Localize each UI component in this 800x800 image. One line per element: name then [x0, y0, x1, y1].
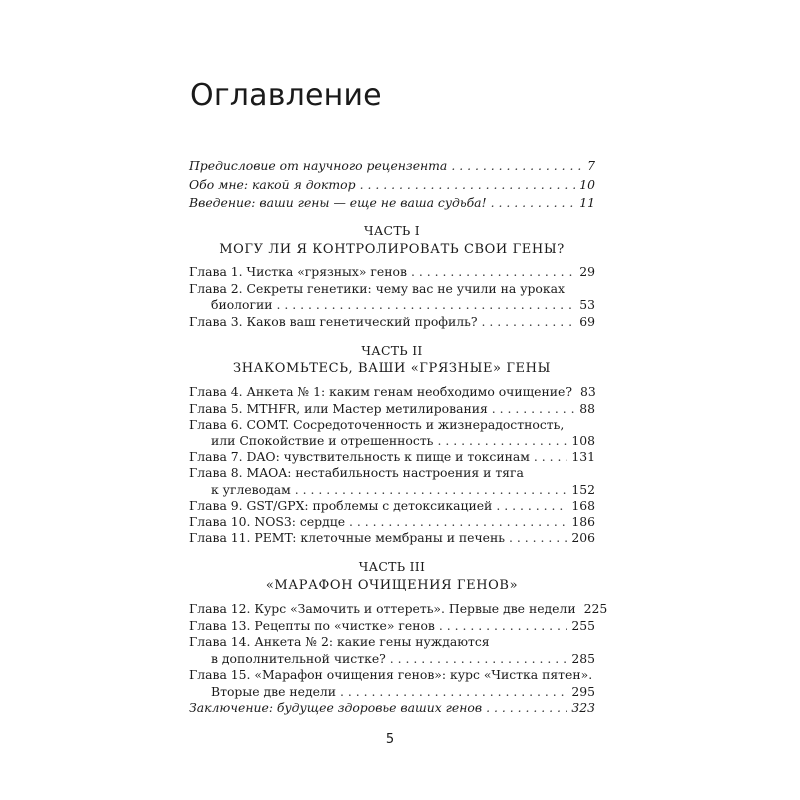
toc-entry-conclusion [189, 700, 595, 716]
entry-title: Глава 12. Курс «Замочить и оттереть». Первые две недели [189, 601, 576, 616]
dot-leader [496, 498, 567, 514]
entry-title: биологии [211, 297, 273, 312]
entry-page: 295 [571, 684, 595, 699]
dot-leader [390, 651, 568, 667]
entry-page: 11 [579, 195, 595, 210]
entry-title: Глава 13. Рецепты по «чистке» генов [189, 618, 435, 633]
entry-title: Обо мне: какой я доктор [189, 177, 356, 192]
toc-entry-chapter-14 [211, 651, 595, 667]
entry-page: 108 [571, 433, 595, 448]
entry-title: к углеводам [211, 482, 291, 497]
entry-title: или Спокойствие и отрешенность [211, 433, 434, 448]
dot-leader [451, 158, 583, 174]
page-title: Оглавление [190, 78, 382, 113]
toc-entry-chapter-10 [189, 514, 595, 530]
toc-entry-chapter-15-line-1: Глава 15. «Марафон очищения генов»: курс «Чистка пятен». [189, 667, 593, 682]
part-heading: «МАРАФОН ОЧИЩЕНИЯ ГЕНОВ» [265, 578, 519, 593]
entry-page: 255 [571, 618, 595, 633]
toc-entry-chapter-5 [189, 401, 595, 417]
dot-leader [439, 618, 567, 634]
entry-title: Глава 10. NOS3: сердце [189, 514, 346, 529]
toc-entry-preface [189, 158, 595, 174]
toc-entry-chapter-9 [189, 498, 595, 514]
toc-entry-chapter-8 [211, 482, 595, 498]
entry-title: Глава 4. Анкета № 1: каким генам необходимо очищение? [189, 384, 572, 399]
entry-page: 152 [571, 482, 595, 497]
toc-entry-chapter-2-line-1: Глава 2. Секреты генетики: чему вас не учили на уроках [189, 281, 566, 296]
entry-page: 10 [579, 177, 595, 192]
dot-leader [491, 195, 576, 211]
toc-entry-chapter-7 [189, 449, 595, 465]
dot-leader [482, 314, 576, 330]
dot-leader [277, 297, 576, 313]
entry-page: 69 [579, 314, 595, 329]
entry-page: 168 [571, 498, 595, 513]
entry-page: 131 [571, 449, 595, 464]
dot-leader [509, 530, 567, 546]
entry-page: 323 [571, 700, 595, 715]
entry-title: Глава 9. GST/GPX: проблемы с детоксикацией [189, 498, 493, 513]
toc-entry-chapter-4 [189, 384, 595, 400]
entry-page: 7 [587, 158, 595, 173]
dot-leader [492, 401, 575, 417]
dot-leader [534, 449, 567, 465]
part-label: ЧАСТЬ II [361, 343, 423, 358]
entry-page: 88 [579, 401, 595, 416]
toc-entry-intro [189, 195, 595, 211]
entry-title: Глава 1. Чистка «грязных» генов [189, 264, 407, 279]
entry-title: Глава 3. Каков ваш генетический профиль? [189, 314, 478, 329]
part-label: ЧАСТЬ I [364, 223, 420, 238]
entry-page: 285 [571, 651, 595, 666]
entry-title: Глава 7. DAO: чувствительность к пище и токсинам [189, 449, 530, 464]
dot-leader [295, 482, 568, 498]
toc-entry-chapter-11 [189, 530, 595, 546]
entry-title: Глава 5. MTHFR, или Мастер метилирования [189, 401, 488, 416]
dot-leader [437, 433, 567, 449]
dot-leader [486, 700, 567, 716]
toc-entry-chapter-6 [211, 433, 595, 449]
toc-entry-chapter-14-line-1: Глава 14. Анкета № 2: какие гены нуждаются [189, 634, 490, 649]
dot-leader [360, 177, 576, 193]
entry-page: 186 [571, 514, 595, 529]
toc-entry-chapter-15 [211, 684, 595, 700]
toc-entry-chapter-3 [189, 314, 595, 330]
part-label: ЧАСТЬ III [358, 559, 426, 574]
entry-title: Введение: ваши гены — еще не ваша судьба! [189, 195, 487, 210]
toc-entry-chapter-1 [189, 264, 595, 280]
part-heading: ЗНАКОМЬТЕСЬ, ВАШИ «ГРЯЗНЫЕ» ГЕНЫ [233, 361, 551, 376]
toc-entry-chapter-2 [211, 297, 595, 313]
part-heading: МОГУ ЛИ Я КОНТРОЛИРОВАТЬ СВОИ ГЕНЫ? [219, 242, 565, 257]
toc-entry-chapter-6-line-1: Глава 6. COMT. Сосредоточенность и жизнерадостность, [189, 417, 565, 432]
dot-leader [349, 514, 567, 530]
toc-entry-chapter-13 [189, 618, 595, 634]
toc-entry-chapter-12 [189, 601, 608, 617]
entry-title: Вторые две недели [211, 684, 337, 699]
entry-page: 29 [579, 264, 595, 279]
entry-title: Предисловие от научного рецензента [189, 158, 448, 173]
entry-title: Заключение: будущее здоровье ваших генов [189, 700, 483, 715]
entry-page: 206 [571, 530, 595, 545]
toc-entry-chapter-8-line-1: Глава 8. MAOA: нестабильность настроения и тяга [189, 465, 524, 480]
dot-leader [340, 684, 567, 700]
page-number: 5 [385, 732, 395, 747]
dot-leader [411, 264, 575, 280]
toc-entry-about [189, 177, 595, 193]
entry-title: Глава 11. PEMT: клеточные мембраны и печень [189, 530, 506, 545]
entry-page: 53 [579, 297, 595, 312]
entry-page: 83 [579, 384, 596, 399]
entry-title: в дополнительной чистке? [211, 651, 386, 666]
entry-page: 225 [583, 601, 608, 616]
